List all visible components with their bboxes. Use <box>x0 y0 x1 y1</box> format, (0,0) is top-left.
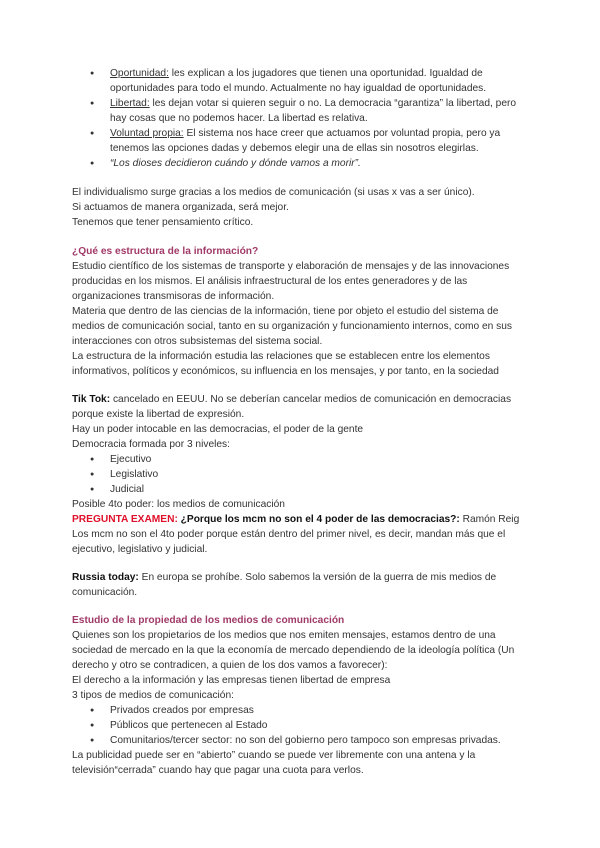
concepts-list <box>72 66 530 171</box>
tiktok-paragraph <box>72 392 530 422</box>
document-content <box>72 66 530 778</box>
exam-label: PREGUNTA EXAMEN: <box>72 514 178 525</box>
paragraph: El derecho a la información y las empresas tienen libertad de empresa <box>72 675 391 686</box>
exam-question: ¿Porque los mcm no son el 4 poder de las democracias?: <box>177 514 460 525</box>
list-item-text: les dejan votar si quieren seguir o no. La democracia “garantiza” la libertad, pero hay cosas que no podemos hacer. La libertad es relativa. <box>110 98 517 124</box>
paragraph: Materia que dentro de las ciencias de la información, tiene por objeto el estudio del sistema de medios de comunicación social, tanto en su organización y funcionamiento internos, como en sus interacciones con otros subsistemas del sistema social. <box>72 306 513 347</box>
russia-paragraph <box>72 570 530 600</box>
paragraph: 3 tipos de medios de comunicación: <box>72 690 234 701</box>
section-heading: ¿Qué es estructura de la información? <box>72 246 259 257</box>
list-item: ● Públicos que pertenecen al Estado <box>110 718 530 733</box>
list-item: ● Comunitarios/tercer sector: no son del gobierno pero tampoco son empresas privadas. <box>110 733 530 748</box>
paragraph: Si actuamos de manera organizada, será mejor. <box>72 202 289 213</box>
exam-question-paragraph <box>72 512 530 557</box>
tipos-list <box>72 703 530 748</box>
list-item: ● Ejecutivo <box>110 452 530 467</box>
list-item <box>110 156 530 171</box>
niveles-list <box>72 452 530 497</box>
list-item <box>110 126 530 156</box>
paragraph: El individualismo surge gracias a los medios de comunicación (si usas x vas a ser único). <box>72 187 475 198</box>
paragraph: Tenemos que tener pensamiento crítico. <box>72 217 254 228</box>
list-item <box>110 66 530 96</box>
russia-label: Russia today: <box>72 572 139 583</box>
exam-answer: Ramón Reig Los mcm no son el 4to poder porque están dentro del primer nivel, es decir, mandan más que el ejecutivo, legislativo y judicial. <box>72 514 520 555</box>
list-item: ● Legislativo <box>110 467 530 482</box>
paragraph: Posible 4to poder: los medios de comunicación <box>72 499 285 510</box>
paragraph-text: cancelado en EEUU. No se deberían cancelar medios de comunicación en democracias porque existe la libertad de expresión. <box>72 394 512 420</box>
paragraph: Estudio científico de los sistemas de transporte y elaboración de mensajes y de las innovaciones producidas en los mismos. El análisis infraestructural de los entes generadores y de las organizaciones transmisoras de información. <box>72 261 510 302</box>
tiktok-label: Tik Tok: <box>72 394 111 405</box>
term-oportunidad: Oportunidad: <box>110 68 169 79</box>
list-item-text: les explican a los jugadores que tienen una oportunidad. Igualdad de oportunidades para todo el mundo. Actualmente no hay igualdad de oportunidades. <box>110 68 487 94</box>
paragraph: La publicidad puede ser en “abierto” cuando se puede ver libremente con una antena y la televisión“cerrada” cuando hay que pagar una cuota para verlos. <box>72 750 476 776</box>
paragraph: Hay un poder intocable en las democracias, el poder de la gente <box>72 424 364 435</box>
term-libertad: Libertad: <box>110 98 150 109</box>
quote-text: “Los dioses decidieron cuándo y dónde vamos a morir”. <box>110 158 361 169</box>
paragraph: La estructura de la información estudia las relaciones que se establecen entre los elementos informativos, políticos y económicos, su influencia en los mensajes, y por tanto, en la sociedad <box>72 351 499 377</box>
paragraph: Quienes son los propietarios de los medios que nos emiten mensajes, estamos dentro de una sociedad de mercado en la que la economía de mercado dependiendo de la ideología política (Un derecho y otro se contradicen, a quien de los dos vamos a favorecer): <box>72 630 515 671</box>
list-item: ● Judicial <box>110 482 530 497</box>
paragraph: Democracia formada por 3 niveles: <box>72 439 230 450</box>
term-voluntad-propia: Voluntad propia: <box>110 128 184 139</box>
paragraph-text: En europa se prohíbe. Solo sabemos la versión de la guerra de mis medios de comunicación. <box>72 572 497 598</box>
list-item-text: El sistema nos hace creer que actuamos por voluntad propia, pero ya tenemos las opciones dadas y debemos elegir una de ellas sin nosotros elegirlas. <box>110 128 501 154</box>
list-item: ● Privados creados por empresas <box>110 703 530 718</box>
list-item <box>110 96 530 126</box>
section-heading: Estudio de la propiedad de los medios de comunicación <box>72 615 345 626</box>
